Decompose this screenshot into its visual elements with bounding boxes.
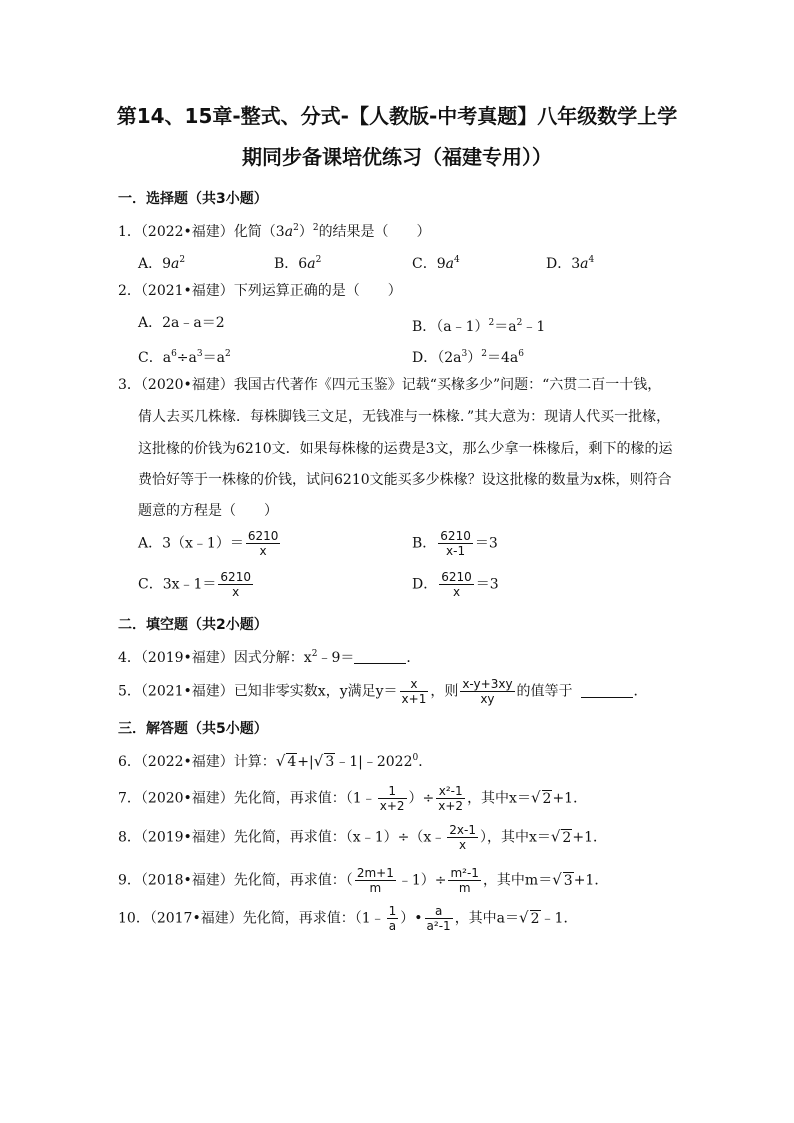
section-heading-choice: 一．选择题（共3小题）: [118, 191, 268, 207]
question-7: 7．（2020•福建）先化简，再求值：（1﹣ $\frac{1}{x+2}$ ）÷ $\frac{\text{x²-1}}{x+2}$ ，其中x＝√ 2+1．: [118, 784, 588, 813]
question-4: 4．（2019•福建）因式分解：$x^2﹣9=$ ．: [118, 649, 421, 666]
q2-option-c: C．$a^6\div a^3=a^2$: [138, 349, 231, 366]
question-3-line-2: 倩人去买几株椽．每株脚钱三文足，无钱准与一株椽．”其大意为：现请人代买一批椽，: [138, 409, 671, 425]
q3-option-d: D． $\frac{6210}{x}$ ＝3: [412, 570, 499, 599]
q3-option-a: A．3（x﹣1）＝ $\frac{6210}{x}$: [138, 529, 279, 558]
question-5: 5．（2021•福建）已知非零实数x，y满足y＝ $\frac{x}{x+1}$ ，则 $\frac{x-y+3xy}{xy}$ 的值等于 ．: [118, 677, 648, 706]
q1-option-a: A．$9a^2$: [138, 255, 186, 272]
q3-option-b: B． $\frac{6210}{x-1}$ ＝3: [412, 529, 498, 558]
q2-option-d: D．$(2a^3)^2=4a^6$: [412, 349, 524, 366]
question-3-line-5: 题意的方程是（ ）: [138, 503, 278, 519]
question-6: 6．（2022•福建）计算：√ 4+|√ 3﹣1|﹣2022$^0$．: [118, 752, 433, 770]
answer-blank[interactable]: [581, 683, 633, 698]
question-3-line-4: 费恰好等于一株椽的价钱，试问6210文能买多少株椽？设这批椽的数量为x株，则符合: [138, 472, 672, 488]
page-title-line-2: 期同步备课培优练习（福建专用））: [242, 145, 552, 169]
section-heading-fill-in: 二．填空题（共2小题）: [118, 617, 268, 633]
q1-option-c: C．$9a^4$: [412, 255, 460, 272]
question-3-line-3: 这批椽的价钱为6210文．如果每株椽的运费是3文，那么少拿一株椽后，剩下的椽的运: [138, 441, 673, 457]
q2-option-a: A．2a﹣a＝2: [138, 315, 225, 331]
page-title-line-1: 第14、15章-整式、分式-【人教版-中考真题】八年级数学上学: [116, 104, 678, 128]
question-3: 3．（2020•福建）我国古代著作《四元玉鉴》记载“买椽多少”问题：“六贯二百一十钱，: [118, 377, 662, 393]
question-2: 2．（2021•福建）下列运算正确的是（ ）: [118, 283, 402, 299]
answer-blank[interactable]: [354, 649, 406, 664]
question-9: 9．（2018•福建）先化简，再求值：（ $\frac{2m+1}{m}$ ﹣1）÷ $\frac{\text{m²-1}}{m}$ ，其中m＝√ 3+1．: [118, 866, 609, 895]
question-1: 1．（2022•福建）化简$(3a^2)^2$的结果是（ ）: [118, 223, 431, 240]
question-8: 8．（2019•福建）先化简，再求值：（x﹣1）÷（x﹣ $\frac{2x-1}{x}$ ），其中x＝√ 2+1．: [118, 823, 607, 852]
question-10: 10．（2017•福建）先化简，再求值：（1﹣ $\frac{1}{a}$ ）• $\frac{a}{\text{a²-1}}$ ，其中a＝√ 2﹣1．: [118, 904, 578, 933]
q1-option-d: D．$3a^4$: [546, 255, 595, 272]
q3-option-c: C．3x﹣1＝ $\frac{6210}{x}$: [138, 570, 251, 599]
q2-option-b: B．$(a﹣1)^2=a^2﹣1$: [412, 318, 546, 335]
q1-option-b: B．$6a^2$: [274, 255, 322, 272]
section-heading-solve: 三．解答题（共5小题）: [118, 721, 268, 737]
